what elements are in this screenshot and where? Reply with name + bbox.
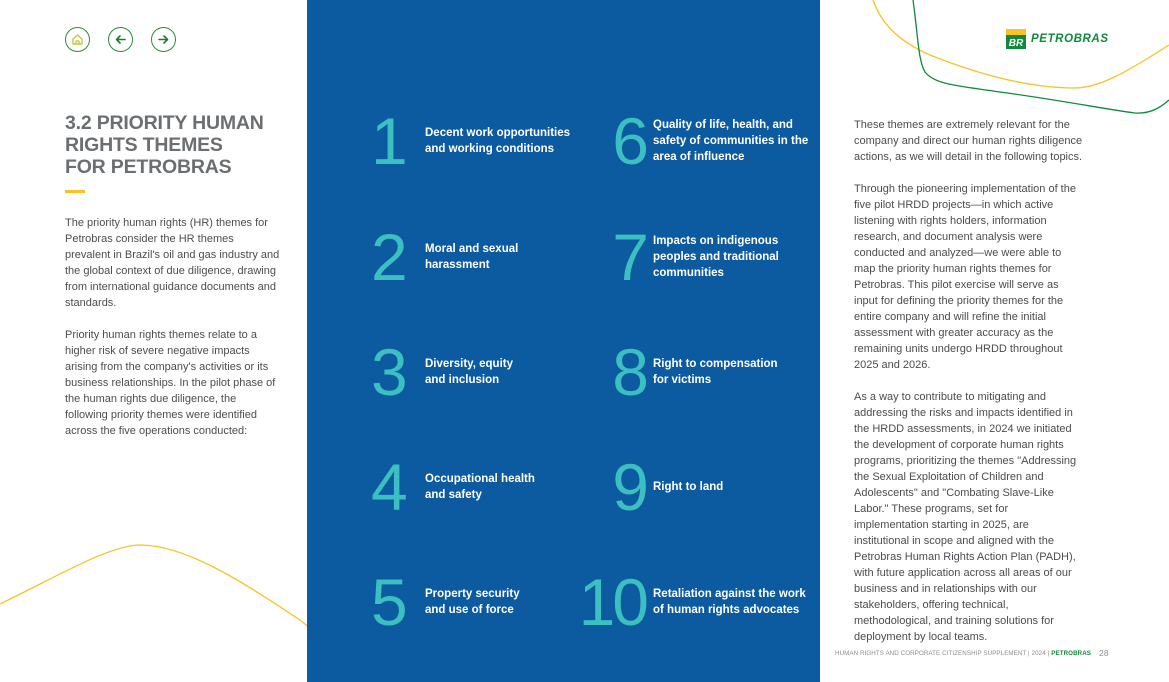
theme-label: Moral and sexual harassment (425, 243, 519, 271)
theme-label: Diversity, equity and inclusion (425, 358, 513, 386)
logo-text: PETROBRAS (1031, 33, 1109, 45)
theme-number: 1 (371, 104, 405, 178)
svg-text:BR: BR (1008, 38, 1024, 49)
footer-brand: PETROBRAS (1051, 649, 1092, 657)
theme-item (567, 104, 823, 178)
theme-number: 6 (612, 104, 646, 178)
theme-label: Occupational health and safety (425, 473, 535, 501)
theme-number: 9 (612, 450, 646, 524)
theme-item (567, 450, 823, 524)
home-icon (71, 33, 84, 46)
theme-number: 2 (371, 220, 405, 294)
body-paragraph-3: As a way to contribute to mitigating and addressing the risks and impacts identified in the HRDD assessments, in 2024 we initiated the development of corporate human rights programs, prioritizing the themes "Addressing the Sexual Exploitation of Children and Adolescents" and "Combating Slave-Like Labor." These programs, set for implementation starting in 2025, are institutional in scope and aligned with the Petrobras Human Rights Action Plan (PADH), with future application across all areas of our business and in relationships with our stakeholders, offering technical, methodological, and training solutions for deployment by local teams. (854, 391, 1077, 643)
yellow-curve-left (0, 545, 345, 682)
theme-item (567, 220, 823, 294)
green-curve-top-right (913, 0, 1169, 113)
theme-label: Decent work opportunities and working conditions (425, 127, 571, 155)
section-title-line-1: 3.2 PRIORITY HUMAN (65, 112, 264, 134)
priority-themes-panel (307, 0, 820, 682)
left-column (65, 112, 280, 455)
theme-number: 5 (371, 565, 405, 639)
footer-text: HUMAN RIGHTS AND CORPORATE CITIZENSHIP SUPPLEMENT | 2024 | (835, 649, 1050, 657)
home-button[interactable] (65, 27, 90, 52)
theme-label: Right to compensation for victims (653, 358, 778, 386)
back-button[interactable] (108, 27, 133, 52)
right-column (854, 117, 1084, 661)
theme-number: 4 (371, 450, 405, 524)
theme-number: 3 (371, 335, 405, 409)
arrow-right-icon (157, 33, 170, 46)
section-title (65, 112, 280, 178)
section-title-line-2: RIGHTS THEMES (65, 134, 223, 156)
theme-number: 10 (578, 565, 646, 639)
page-footer (835, 648, 1109, 658)
theme-number: 7 (612, 220, 646, 294)
theme-label: Property security and use of force (425, 588, 520, 616)
intro-paragraph: The priority human rights (HR) themes for Petrobras consider the HR themes prevalent in Brazil's oil and gas industry and the global context of due diligence, drawing from international guidance documents and standards. (65, 217, 280, 309)
theme-label: Quality of life, health, and safety of communities in the area of influence (653, 119, 809, 163)
section-title-line-3: FOR PETROBRAS (65, 156, 232, 178)
arrow-left-icon (114, 33, 127, 46)
theme-item (567, 335, 823, 409)
body-paragraph-1: These themes are extremely relevant for the company and direct our human rights diligence actions, as we will detail in the following topics. (854, 119, 1083, 163)
page-navigation (65, 27, 176, 52)
theme-item (567, 565, 823, 639)
title-accent-bar (65, 190, 85, 193)
theme-label: Retaliation against the work of human rights advocates (653, 588, 806, 616)
theme-number: 8 (612, 335, 646, 409)
forward-button[interactable] (151, 27, 176, 52)
petrobras-logo (1006, 29, 1109, 49)
br-logo-icon (1006, 29, 1026, 49)
theme-label: Right to land (653, 481, 724, 493)
theme-label: Impacts on indigenous peoples and traditional communities (653, 235, 779, 279)
intro-paragraph-2: Priority human rights themes relate to a higher risk of severe negative impacts arising from the company's activities or its business relationships. In the pilot phase of the human rights due diligence, the following priority themes were identified across the five operations conducted: (65, 329, 276, 437)
page-number: 28 (1099, 648, 1109, 658)
body-paragraph-2: Through the pioneering implementation of the five pilot HRDD projects—in which active listening with rights holders, information research, and document analysis were conducted and analyzed—we were able to map the priority human rights themes for Petrobras. This pilot exercise will serve as input for defining the priority themes for the entire company and will refine the initial assessment with greater accuracy as the remaining units undergo HRDD throughout 2025 and 2026. (854, 183, 1076, 371)
